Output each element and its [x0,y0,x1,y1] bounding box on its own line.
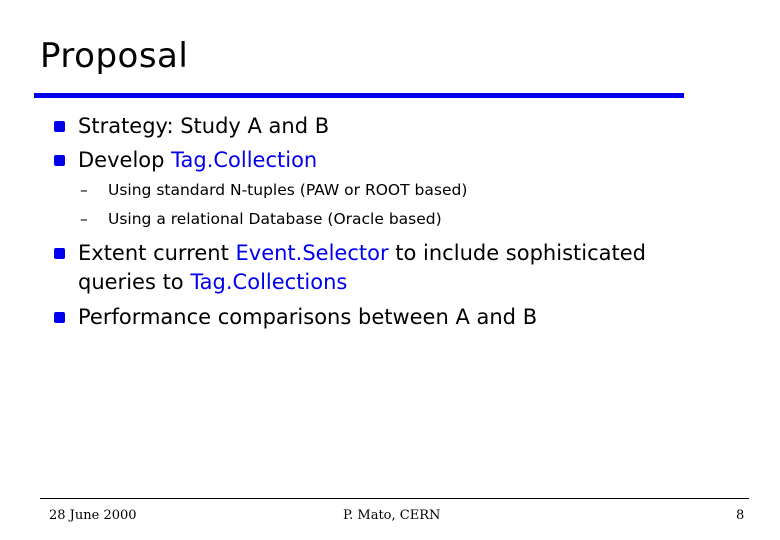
highlight-term: Tag.Collection [171,148,318,172]
bullet-text: Performance comparisons between A and B [78,305,538,329]
square-bullet-icon [54,121,65,132]
bullet-text [78,146,317,175]
footer-divider [40,498,749,499]
square-bullet-icon [54,155,65,166]
bullet-text-continued [78,268,347,297]
sub-bullet-item [80,210,442,228]
footer-date: 28 June 2000 [49,508,137,523]
title-divider [34,93,684,98]
dash-bullet: – [80,210,88,228]
bullet-text [78,239,646,268]
slide-title: Proposal [40,36,189,76]
highlight-term: Event.Selector [235,241,389,265]
page-number: 8 [736,508,745,523]
bullet-text: Strategy: Study A and B [78,114,330,138]
footer-author: P. Mato, CERN [343,508,441,523]
sub-bullet-item [80,181,467,199]
sub-bullet-text: Using standard N-tuples (PAW or ROOT based) [108,181,468,199]
dash-bullet: – [80,181,88,199]
sub-bullet-text: Using a relational Database (Oracle based) [108,210,442,228]
bullet-text-part: to include sophisticated [388,241,646,265]
square-bullet-icon [54,248,65,259]
highlight-term: Tag.Collections [190,270,348,294]
bullet-text-part: queries to [78,270,191,294]
bullet-text-part: Extent current [78,241,236,265]
bullet-text-part: Develop [78,148,172,172]
square-bullet-icon [54,312,65,323]
